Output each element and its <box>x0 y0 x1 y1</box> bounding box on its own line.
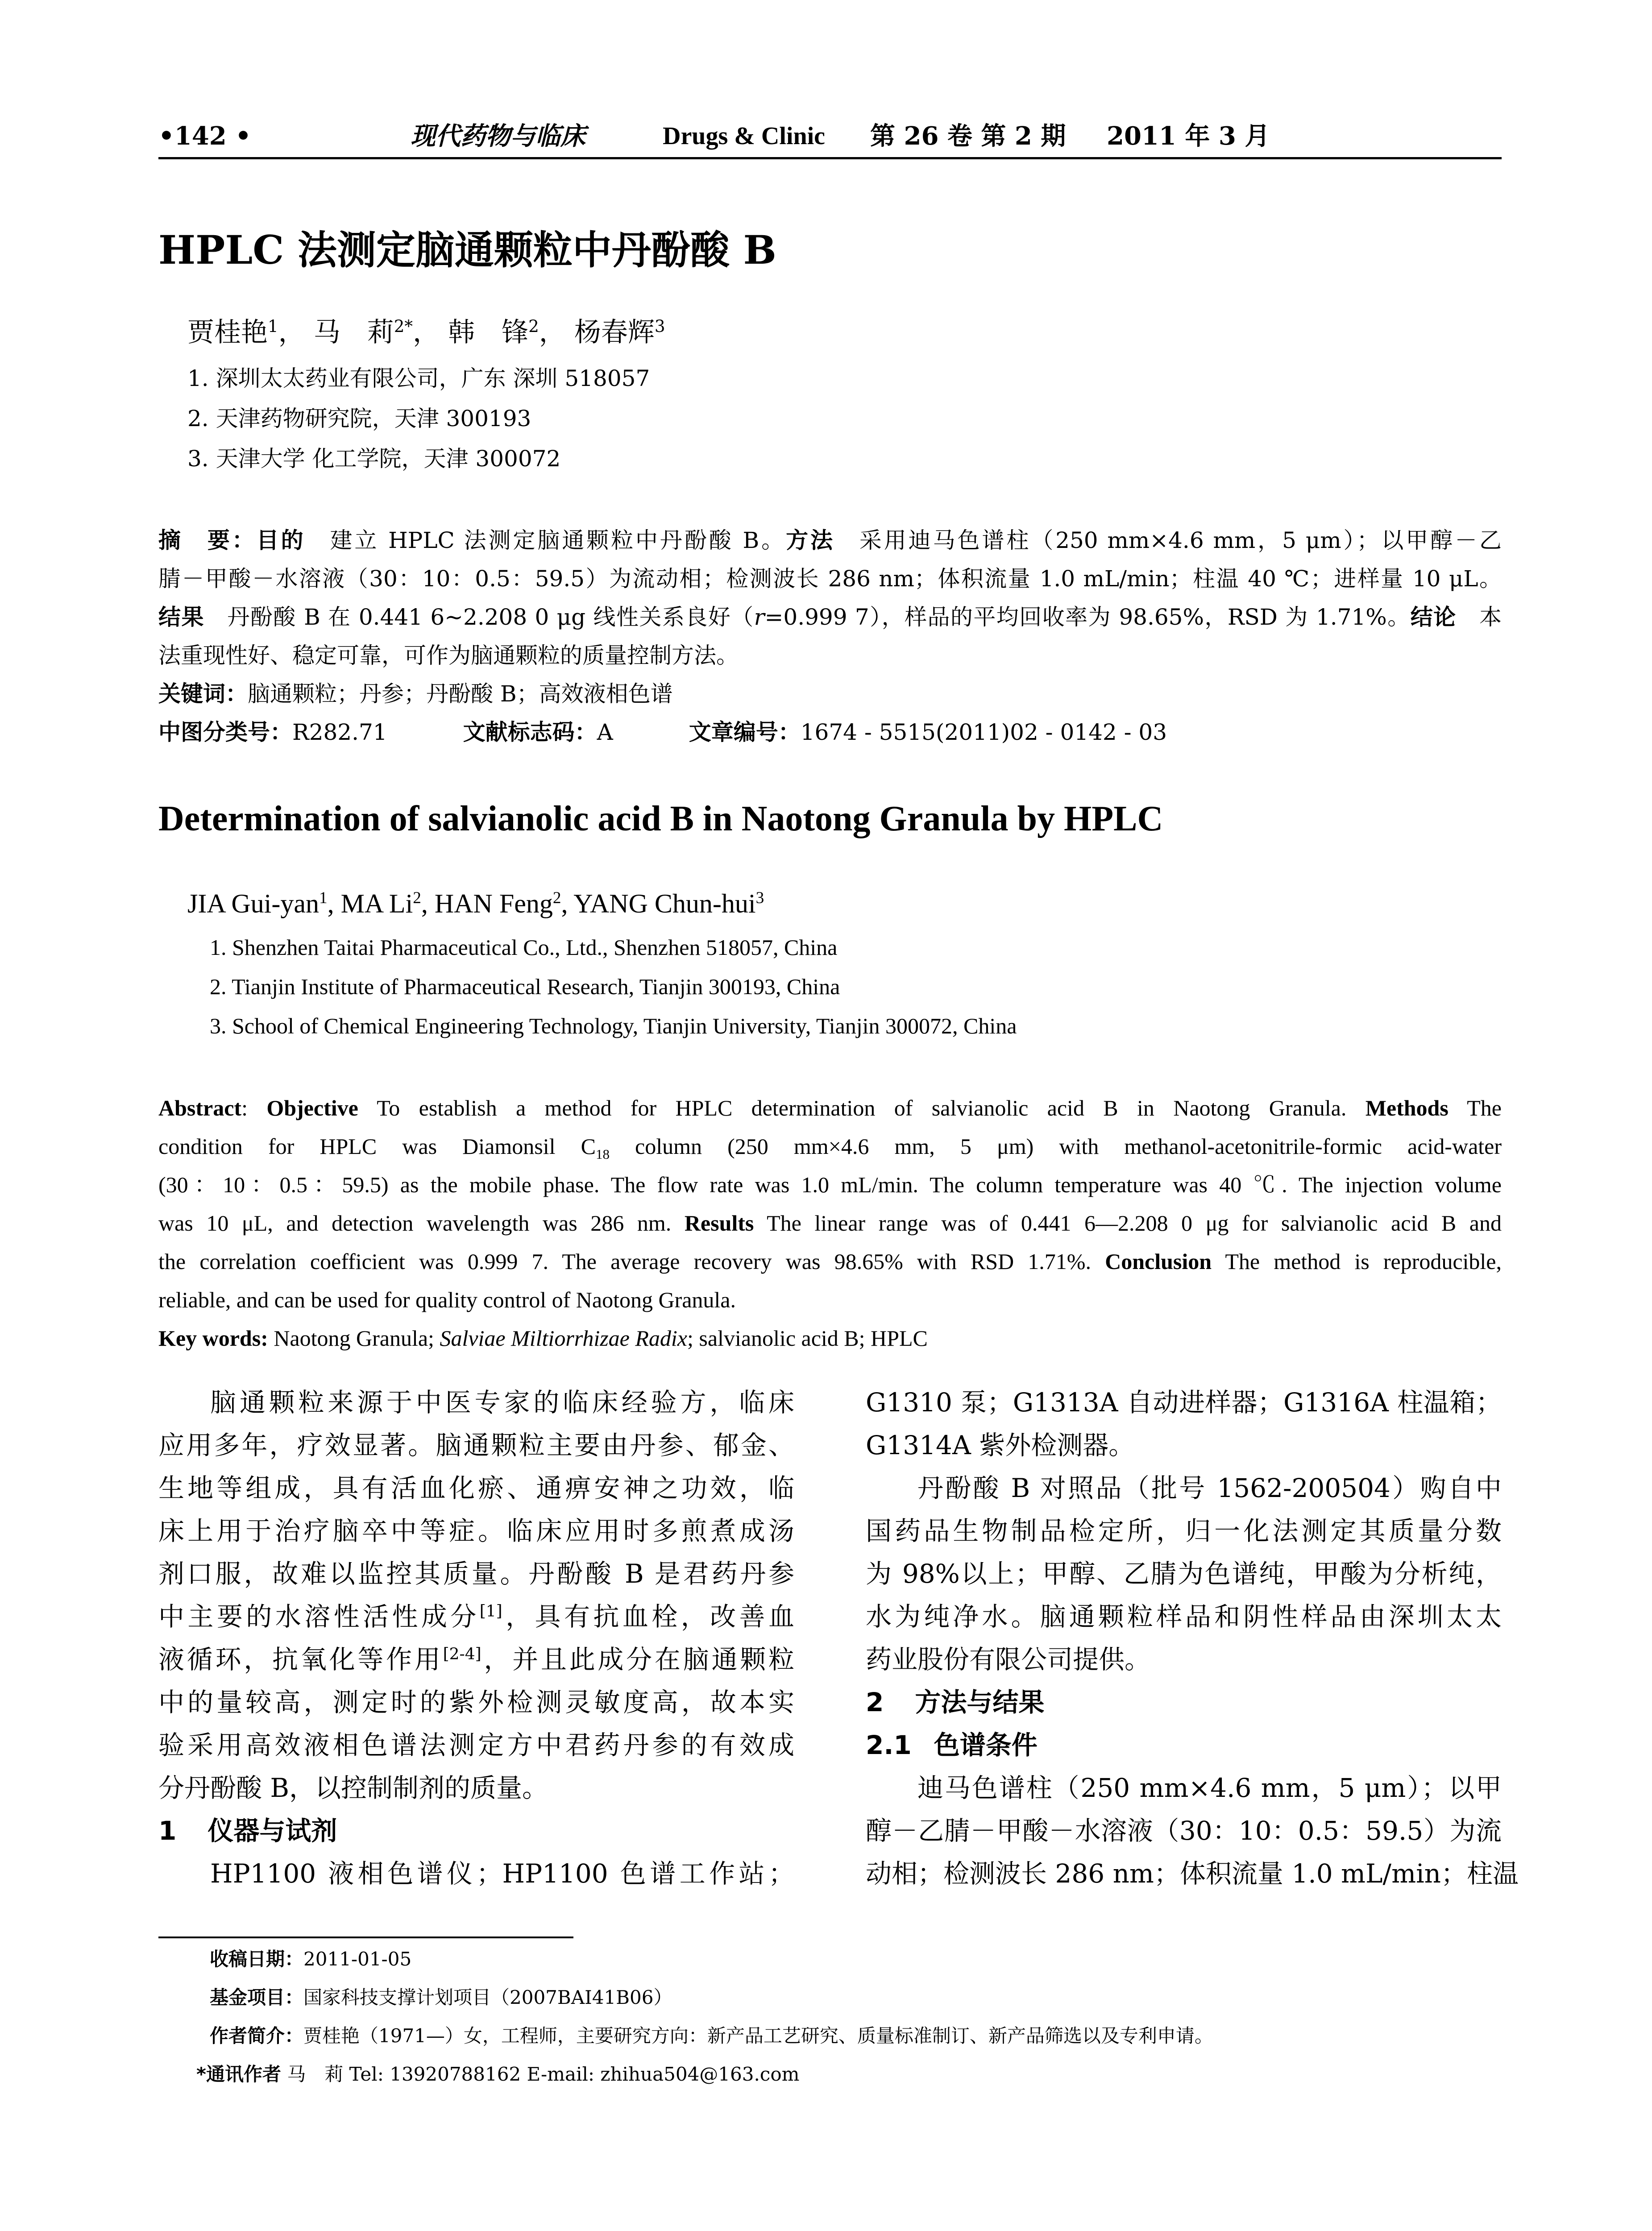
abstract-line: 摘 要：目的 建立 HPLC 法测定脑通颗粒中丹酚酸 B。方法 采用迪马色谱柱（250 mm×4.6 mm，5 μm）；以甲醇－乙 <box>158 527 1502 553</box>
author-affil-mark: 1 <box>319 889 328 907</box>
abstract-line: the correlation coefficient was 0.999 7. The average recovery was 98.65% with RSD 1.71%. Conclusion The method is reproducible, <box>158 1249 1502 1274</box>
author-affil-mark: 3 <box>755 889 764 907</box>
text-line: 国药品生物制品检定所，归一化法测定其质量分数 <box>866 1516 1502 1546</box>
keywords-line: Key words: Naotong Granula; Salviae Miltiorrhizae Radix; salvianolic acid B; HPLC <box>158 1326 928 1351</box>
chinese-affiliation-1: 1. 深圳太太药业有限公司，广东 深圳 518057 <box>187 365 650 391</box>
author-affil-mark: 2 <box>528 316 539 336</box>
text-line: 中的量较高，测定时的紫外检测灵敏度高，故本实 <box>158 1687 794 1717</box>
keywords-line: 关键词：脑通颗粒；丹参；丹酚酸 B；高效液相色谱 <box>158 681 673 707</box>
text-line: 床上用于治疗脑卒中等症。临床应用时多煎煮成汤 <box>158 1516 794 1546</box>
abstract-line: was 10 μL, and detection wavelength was 286 nm. Results The linear range was of 0.441 6—2.208 0 μg for salvianolic acid B and <box>158 1211 1502 1236</box>
author: 韩 锋 <box>448 317 529 348</box>
english-affiliation-3: 3. School of Chemical Engineering Technology, Tianjin University, Tianjin 300072, China <box>210 1013 1017 1038</box>
body-left-column <box>158 1381 794 1895</box>
abstract-line: reliable, and can be used for quality control of Naotong Granula. <box>158 1287 736 1312</box>
author: MA Li <box>340 889 413 918</box>
text-line: 水为纯净水。脑通颗粒样品和阴性样品由深圳太太 <box>866 1601 1502 1632</box>
footnote-author-bio: 作者简介：贾桂艳（1971—）女，工程师，主要研究方向：新产品工艺研究、质量标准制订、新产品筛选以及专利申请。 <box>210 2025 1213 2047</box>
author: YANG Chun-hui <box>573 889 756 918</box>
section-heading-1: 1 仪器与试剂 <box>158 1816 337 1846</box>
objective-label: 目的 <box>256 527 306 553</box>
abstract-line: (30：10：0.5：59.5) as the mobile phase. The flow rate was 1.0 mL/min. The column temperature was 40 ℃. The injection volume <box>158 1172 1502 1197</box>
text-line: 验采用高效液相色谱法测定方中君药丹参的有效成 <box>158 1730 794 1760</box>
abstract-line: condition for HPLC was Diamonsil $C_{18}$ column (250 mm×4.6 mm, 5 μm) with methanol-acetonitrile-formic acid-water <box>158 1134 1502 1162</box>
author-affil-mark: 2 <box>552 889 561 907</box>
issue-date: 2011 年 3 月 <box>1107 121 1270 151</box>
volume-issue: 第 26 卷 第 2 期 <box>870 121 1066 151</box>
text-line: 应用多年，疗效显著。脑通颗粒主要由丹参、郁金、 <box>158 1430 794 1460</box>
author: 马 莉 <box>313 317 394 348</box>
chinese-abstract <box>158 521 1502 751</box>
text-line: 药业股份有限公司提供。 <box>866 1644 1151 1675</box>
footnote-fund: 基金项目：国家科技支撑计划项目（2007BAI41B06） <box>210 1986 672 2008</box>
chinese-affiliation-3: 3. 天津大学 化工学院，天津 300072 <box>187 446 561 472</box>
text-line: 迪马色谱柱（250 mm×4.6 mm，5 μm）；以甲 <box>917 1773 1502 1803</box>
text-line: 分丹酚酸 B，以控制制剂的质量。 <box>158 1773 548 1803</box>
journal-name-en: Drugs & Clinic <box>663 122 825 150</box>
results-label: Results <box>684 1211 754 1236</box>
methods-label: Methods <box>1365 1095 1449 1120</box>
text-line: 液循环，抗氧化等作用[2-4]，并且此成分在脑通颗粒 <box>158 1644 794 1675</box>
text-line: 丹酚酸 B 对照品（批号 1562-200504）购自中 <box>917 1473 1502 1503</box>
journal-name-cn: 现代药物与临床 <box>411 121 585 151</box>
citation: [1] <box>479 1602 502 1621</box>
author: 杨春辉 <box>574 317 655 348</box>
author-affil-mark: 2 <box>413 889 421 907</box>
citation: [2-4] <box>443 1645 481 1663</box>
chinese-authors: 贾桂艳$^1$， 马 莉$^{2*}$， 韩 锋$^2$， 杨春辉$^3$ <box>187 316 665 348</box>
author: HAN Feng <box>434 889 553 918</box>
chinese-title: HPLC 法测定脑通颗粒中丹酚酸 B <box>158 227 776 273</box>
text-line: HP1100 液相色谱仪；HP1100 色谱工作站； <box>210 1858 794 1889</box>
abstract-line: 法重现性好、稳定可靠，可作为脑通颗粒的质量控制方法。 <box>158 643 739 668</box>
classification-line: 中图分类号：R282.71 文献标志码：A 文章编号：1674 - 5515(2011)02 - 0142 - 03 <box>158 719 1167 745</box>
text-line: 醇－乙腈－甲酸－水溶液（30：10：0.5：59.5）为流 <box>866 1816 1502 1846</box>
text-line: G1314A 紫外检测器。 <box>866 1430 1135 1460</box>
text-line: 为 98%以上；甲醇、乙腈为色谱纯，甲酸为分析纯， <box>866 1559 1502 1589</box>
abstract-line: Abstract: Objective To establish a method for HPLC determination of salvianolic acid B in Naotong Granula. Methods The <box>158 1095 1502 1120</box>
english-abstract <box>158 1089 1502 1357</box>
chinese-affiliation-2: 2. 天津药物研究院，天津 300193 <box>187 406 531 431</box>
english-authors: JIA Gui-yan$^1$, MA Li$^2$, HAN Feng$^2$, YANG Chun-hui$^3$ <box>187 889 764 918</box>
footnote-corresponding: *通讯作者 马 莉 Tel: 13920788162 E-mail: zhihua504@163.com <box>196 2063 800 2085</box>
footnote-received: 收稿日期：2011-01-05 <box>210 1948 412 1970</box>
conclusion-label: Conclusion <box>1105 1249 1212 1274</box>
header-rule <box>158 157 1502 159</box>
text-line: 中主要的水溶性活性成分[1]，具有抗血栓，改善血 <box>158 1601 794 1632</box>
objective-label: Objective <box>266 1095 358 1120</box>
author-affil-mark: 2* <box>394 316 413 336</box>
author-affil-mark: 1 <box>268 316 278 336</box>
abstract-line: 腈－甲酸－水溶液（30：10：0.5：59.5）为流动相；检测波长 286 nm；体积流量 1.0 mL/min；柱温 40 ℃；进样量 10 μL。 <box>158 566 1502 592</box>
author: 贾桂艳 <box>187 317 268 348</box>
english-title: Determination of salvianolic acid B in Naotong Granula by HPLC <box>158 799 1163 838</box>
english-affiliation-1: 1. Shenzhen Taitai Pharmaceutical Co., Ltd., Shenzhen 518057, China <box>210 935 838 960</box>
page-number: •142 • <box>158 121 251 151</box>
text-line: 动相；检测波长 286 nm；体积流量 1.0 mL/min；柱温 <box>866 1858 1519 1889</box>
text-line: G1310 泵；G1313A 自动进样器；G1316A 柱温箱； <box>866 1387 1502 1418</box>
abstract-line: 结果 丹酚酸 B 在 0.441 6~2.208 0 μg 线性关系良好（r=0.999 7），样品的平均回收率为 98.65%，RSD 为 1.71%。结论 本 <box>158 604 1502 630</box>
text-line: 脑通颗粒来源于中医专家的临床经验方，临床 <box>210 1387 794 1418</box>
body-right-column <box>866 1381 1519 1895</box>
english-affiliation-2: 2. Tianjin Institute of Pharmaceutical Research, Tianjin 300193, China <box>210 974 840 999</box>
section-heading-2-1: 2.1 色谱条件 <box>866 1730 1038 1760</box>
author-affil-mark: 3 <box>654 316 665 336</box>
section-heading-2: 2 方法与结果 <box>866 1687 1045 1717</box>
footnote-rule <box>158 1937 573 1938</box>
text-line: 生地等组成，具有活血化瘀、通痹安神之功效，临 <box>158 1473 794 1503</box>
author: JIA Gui-yan <box>187 889 319 918</box>
methods-label: 方法 <box>786 527 835 553</box>
conclusion-label: 结论 <box>1410 604 1457 630</box>
text-line: 剂口服，故难以监控其质量。丹酚酸 B 是君药丹参 <box>158 1559 794 1589</box>
results-label: 结果 <box>158 604 204 630</box>
